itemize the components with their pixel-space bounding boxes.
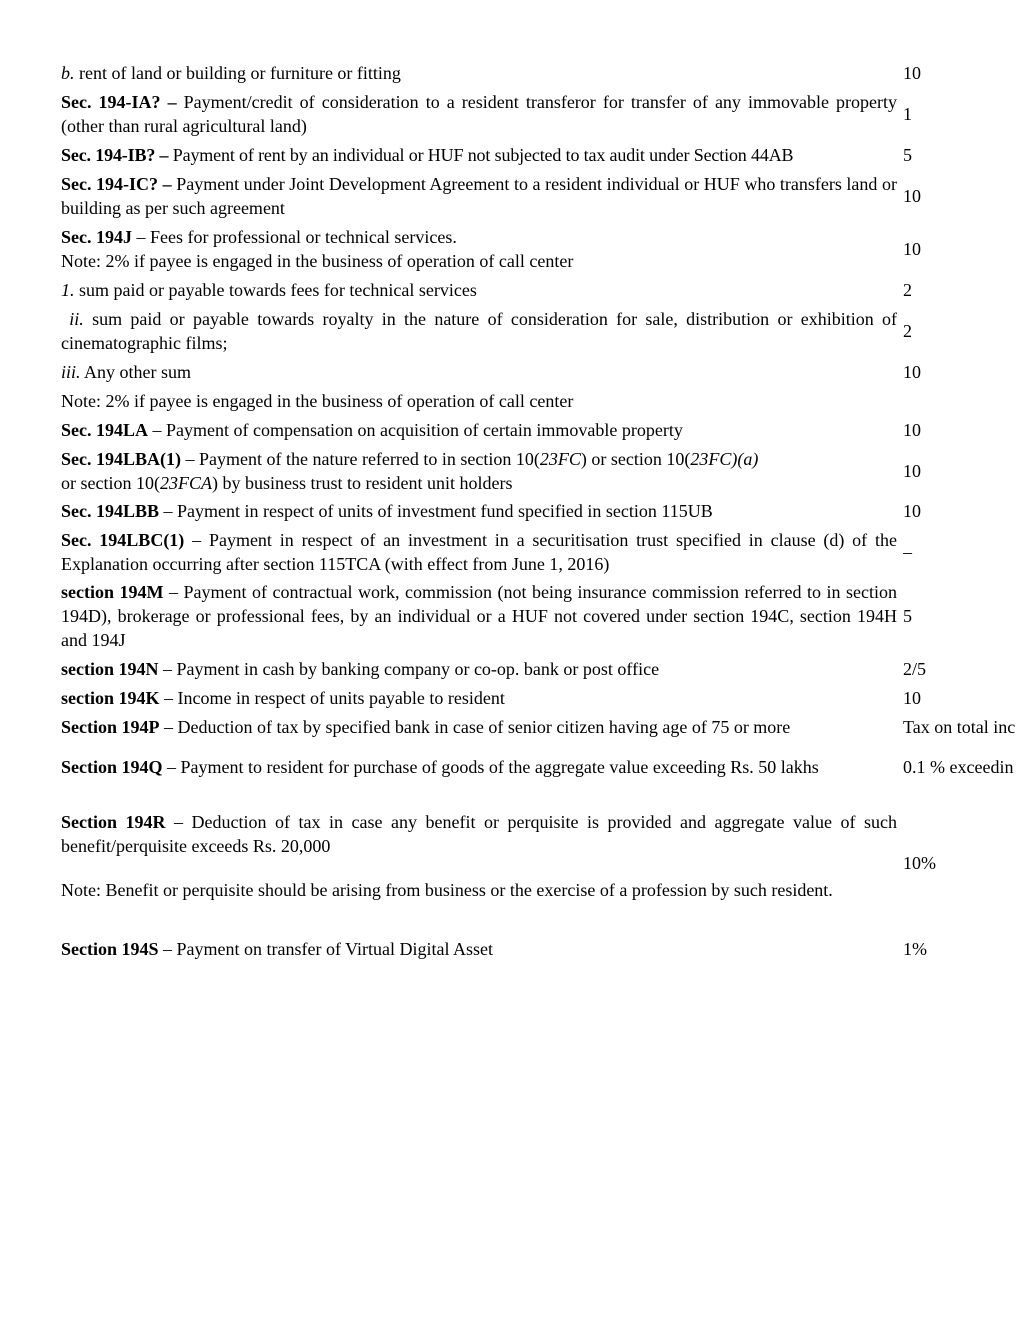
row-text: Sec. 194J – Fees for professional or technical services. — [61, 227, 457, 247]
table-row — [61, 307, 1024, 355]
row-description — [61, 715, 897, 739]
section-label: Section 194S — [61, 939, 159, 959]
row-description — [61, 418, 897, 442]
tds-rate: 5 — [903, 606, 912, 626]
section-label: Sec. 194LBA(1) — [61, 449, 181, 469]
table-row — [61, 172, 1024, 220]
table-row — [61, 447, 1024, 495]
table-row — [61, 143, 1024, 167]
row-description — [61, 686, 897, 710]
row-description — [61, 360, 897, 384]
tds-rate: 10 — [903, 63, 921, 83]
section-label: Section 194R — [61, 812, 166, 832]
row-text: Any other sum — [80, 362, 192, 382]
row-text: Section 194R – Deduction of tax in case any benefit or perquisite is provided and aggregate value of such benefit/perquisite exceeds Rs. 20,000 — [61, 812, 897, 856]
tds-rate: 5 — [903, 145, 912, 165]
row-text: – Income in respect of units payable to resident — [159, 688, 505, 708]
table-row — [61, 499, 1024, 523]
table-row — [61, 937, 1024, 961]
row-description — [61, 657, 897, 681]
row-text: sum paid or payable towards royalty in the nature of consideration for sale, distribution or exhibition of cinematographic films; — [61, 309, 898, 353]
row-note: Note: 2% if payee is engaged in the business of operation of call center — [61, 391, 574, 411]
table-row — [61, 278, 1024, 302]
row-description — [61, 225, 897, 273]
table-row — [61, 657, 1024, 681]
tds-rate: 10 — [903, 688, 921, 708]
table-row — [61, 715, 1024, 739]
row-description — [61, 389, 897, 413]
tds-rate: 10 — [903, 501, 921, 521]
section-label: Sec. 194LA — [61, 420, 148, 440]
section-label: section 194N — [61, 659, 159, 679]
table-row — [61, 360, 1024, 384]
row-description — [61, 755, 897, 779]
row-text: – Payment on transfer of Virtual Digital Asset — [158, 939, 494, 959]
section-label: Section 194Q — [61, 757, 163, 777]
row-note: Note: 2% if payee is engaged in the business of operation of call center — [61, 251, 574, 271]
row-description: Sec. 194LBA(1) – Payment of the nature referred to in section 10(23FC) or section 10(23FC)(a) or section 10(23FCA) by business trust to resident unit holders — [61, 449, 759, 493]
table-row — [61, 528, 1024, 576]
row-description — [61, 528, 897, 576]
row-text: – Payment of compensation on acquisition of certain immovable property — [148, 420, 683, 440]
table-row — [61, 743, 1024, 791]
tds-rate: 2 — [903, 280, 912, 300]
row-text: – Payment of contractual work, commission (not being insurance commission referred to in section 194D), brokerage or professional fees, by an individual or a HUF not covered under section 194C, section 194H and 194J — [61, 582, 897, 650]
row-description — [61, 499, 897, 523]
tds-rate: 1% — [903, 939, 927, 959]
tds-rate: 2 — [903, 321, 912, 341]
tds-rate: 10 — [903, 461, 921, 481]
section-label: Sec. 194J — [61, 227, 132, 247]
tds-rate: 10 — [903, 186, 921, 206]
row-description — [61, 172, 897, 220]
section-label: Sec. 194-IA? – — [61, 92, 177, 112]
tds-rate: 1 — [903, 104, 912, 124]
row-text: – Payment in respect of an investment in a securitisation trust specified in clause (d) of the Explanation occurring after section 115TCA (with effect from June 1, 2016) — [61, 530, 897, 574]
tds-rate: 2/5 — [903, 659, 927, 679]
section-label: section 194K — [61, 688, 160, 708]
row-description — [61, 278, 897, 302]
section-label: Sec. 194-IC? – — [61, 174, 172, 194]
table-row — [61, 686, 1024, 710]
tds-rate: 10 — [903, 420, 921, 440]
row-description — [61, 143, 897, 167]
tds-rate: – — [903, 542, 912, 562]
table-row — [61, 418, 1024, 442]
row-description — [61, 580, 897, 652]
row-description — [61, 61, 897, 85]
item-label: ii. — [69, 309, 84, 329]
row-description — [61, 307, 897, 355]
table-row — [61, 61, 1024, 85]
row-text: rent of land or building or furniture or fitting — [74, 63, 401, 83]
row-note: Note: Benefit or perquisite should be arising from business or the exercise of a profession by such resident. — [61, 880, 833, 900]
section-label: section 194M — [61, 582, 164, 602]
tds-rate: 0.1 % exceedin — [903, 757, 1014, 777]
row-text: – Deduction of tax by specified bank in case of senior citizen having age of 75 or more — [159, 717, 791, 737]
section-label: Sec. 194LBC(1) — [61, 530, 185, 550]
item-label: iii. — [61, 362, 81, 382]
row-text: – Payment in respect of units of investment fund specified in section 115UB — [159, 501, 713, 521]
item-label: b. — [61, 63, 75, 83]
item-label: 1. — [61, 280, 75, 300]
table-row — [61, 796, 1024, 916]
tds-rate: Tax on total inc — [903, 717, 1016, 737]
row-text: Payment/credit of consideration to a resident transferor for transfer of any immovable property (other than rural agricultural land) — [61, 92, 897, 136]
row-text: Payment under Joint Development Agreement to a resident individual or HUF who transfers land or building as per such agreement — [61, 174, 897, 218]
table-row — [61, 580, 1024, 652]
row-text: Payment of rent by an individual or HUF not subjected to tax audit under Section 44AB — [168, 145, 794, 165]
tds-rate: 10 — [903, 239, 921, 259]
row-description — [61, 90, 897, 138]
tds-rate: 10 — [903, 362, 921, 382]
section-label: Section 194P — [61, 717, 160, 737]
row-description — [61, 937, 897, 961]
section-label: Sec. 194LBB — [61, 501, 160, 521]
table-row — [61, 90, 1024, 138]
table-row — [61, 225, 1024, 273]
tds-rate: 10% — [903, 853, 936, 873]
row-text: sum paid or payable towards fees for technical services — [74, 280, 477, 300]
row-description — [61, 810, 897, 902]
table-row — [61, 389, 1024, 413]
row-text: – Payment in cash by banking company or co-op. bank or post office — [158, 659, 660, 679]
row-text: – Payment to resident for purchase of goods of the aggregate value exceeding Rs. 50 lakhs — [162, 757, 819, 777]
section-label: Sec. 194-IB? – — [61, 145, 169, 165]
